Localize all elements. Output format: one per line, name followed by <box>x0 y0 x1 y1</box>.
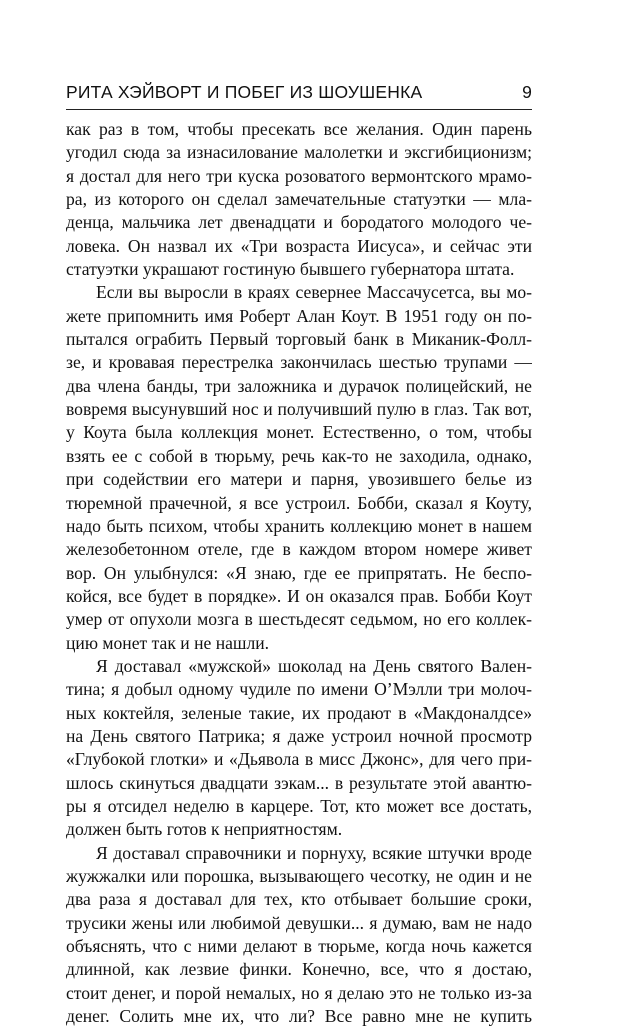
running-title: РИТА ХЭЙВОРТ И ПОБЕГ ИЗ ШОУШЕНКА <box>66 82 423 102</box>
text-line: шлось скинуться двадцати зэкам... в результате этой авантю- <box>66 772 532 793</box>
text-line: зе, и кровавая перестрелка закончилась шестью трупами — <box>66 352 532 373</box>
running-header <box>66 78 532 108</box>
text-line: вор. Он улыбнулся: «Я знаю, где ее припрятать. Не беспо- <box>66 562 532 583</box>
paragraph <box>66 842 532 1028</box>
text-line: жете припомнить имя Роберт Алан Коут. В 1951 году он по- <box>66 305 532 326</box>
text-line: Если вы выросли в краях севернее Массачусетса, вы мо- <box>96 282 532 303</box>
text-line: я достал для него три куска розоватого вермонтского мрамо- <box>66 165 532 186</box>
text-line: два члена банды, три заложника и дурачок полицейский, не <box>66 375 532 396</box>
header-rule <box>66 109 532 110</box>
text-line: взять ее с собой в тюрьму, речь как-то не заходила, однако, <box>66 445 532 466</box>
paragraph <box>66 118 532 281</box>
text-line: как раз в том, чтобы пресекать все желания. Один парень <box>66 119 532 139</box>
text-line: должен быть готов к неприятностям. <box>66 819 343 840</box>
paragraph <box>66 281 532 655</box>
text-line: угодил сюда за изнасилование малолетки и эксгибиционизм; <box>66 142 532 163</box>
text-line: длинной, как лезвие финки. Конечно, все, что я достаю, <box>66 959 532 980</box>
text-line: у Коута была коллекция монет. Естественно, о том, чтобы <box>66 422 532 443</box>
text-line: пытался ограбить Первый торговый банк в Миканик-Фолл- <box>66 329 532 350</box>
text-line: два раза я доставал для тех, кто отбывает большие сроки, <box>66 889 532 910</box>
text-line: при содействии его матери и парня, увозившего белье из <box>66 469 532 490</box>
body-text <box>66 118 532 1028</box>
text-line: трусики жены или любимой девушки... я думаю, вам не надо <box>66 912 532 933</box>
text-line: ры я отсидел неделю в карцере. Тот, кто может все достать, <box>66 795 532 816</box>
text-line: денег. Солить мне их, что ли? Все равно мне не купить <box>66 1006 532 1027</box>
text-line: «Глубокой глотки» и «Дьявола в мисс Джонс», для чего при- <box>66 749 532 770</box>
text-line: Я доставал справочники и порнуху, всякие штучки вроде <box>96 842 532 863</box>
text-line: тина; я добыл одному чудиле по имени О’Мэлли три молоч- <box>66 679 532 700</box>
text-line: надо быть психом, чтобы хранить коллекцию монет в нашем <box>66 515 532 536</box>
paragraph <box>66 655 532 842</box>
text-line: ловека. Он назвал их «Три возраста Иисуса», и сейчас эти <box>66 235 532 256</box>
text-line: статуэтки украшают гостиную бывшего губернатора штата. <box>66 259 515 280</box>
text-line: ра, из которого он сделал замечательные статуэтки — мла- <box>66 189 532 210</box>
text-line: умер от опухоли мозга в шестьдесят седьмом, но его коллек- <box>66 609 532 630</box>
text-line: жужжалки или порошка, вызывающего чесотку, не один и не <box>66 866 532 886</box>
text-line: железобетонном отеле, где в каждом втором номере живет <box>66 539 532 560</box>
text-line: вовремя высунувший нос и получивший пулю в глаз. Так вот, <box>66 399 532 420</box>
text-line: койся, все будет в порядке». И он оказался прав. Бобби Коут <box>66 585 532 606</box>
text-line: денца, мальчика лет двенадцати и бородатого молодого че- <box>66 212 532 233</box>
text-line: Я доставал «мужской» шоколад на День святого Вален- <box>96 655 532 676</box>
page-number: 9 <box>522 82 532 102</box>
text-line: тюремной прачечной, я все устроил. Бобби, сказал я Коуту, <box>66 492 532 513</box>
text-line: ных коктейля, зеленые такие, их продают в «Макдоналдсе» <box>66 702 532 723</box>
text-line: цию монет так и не нашли. <box>66 632 270 653</box>
text-line: стоит денег, и порой немалых, но я делаю это не только из-за <box>66 982 532 1003</box>
text-line: на День святого Патрика; я даже устроил ночной просмотр <box>66 725 532 746</box>
text-line: объяснять, что с ними делают в тюрьме, когда ночь кажется <box>66 936 532 957</box>
